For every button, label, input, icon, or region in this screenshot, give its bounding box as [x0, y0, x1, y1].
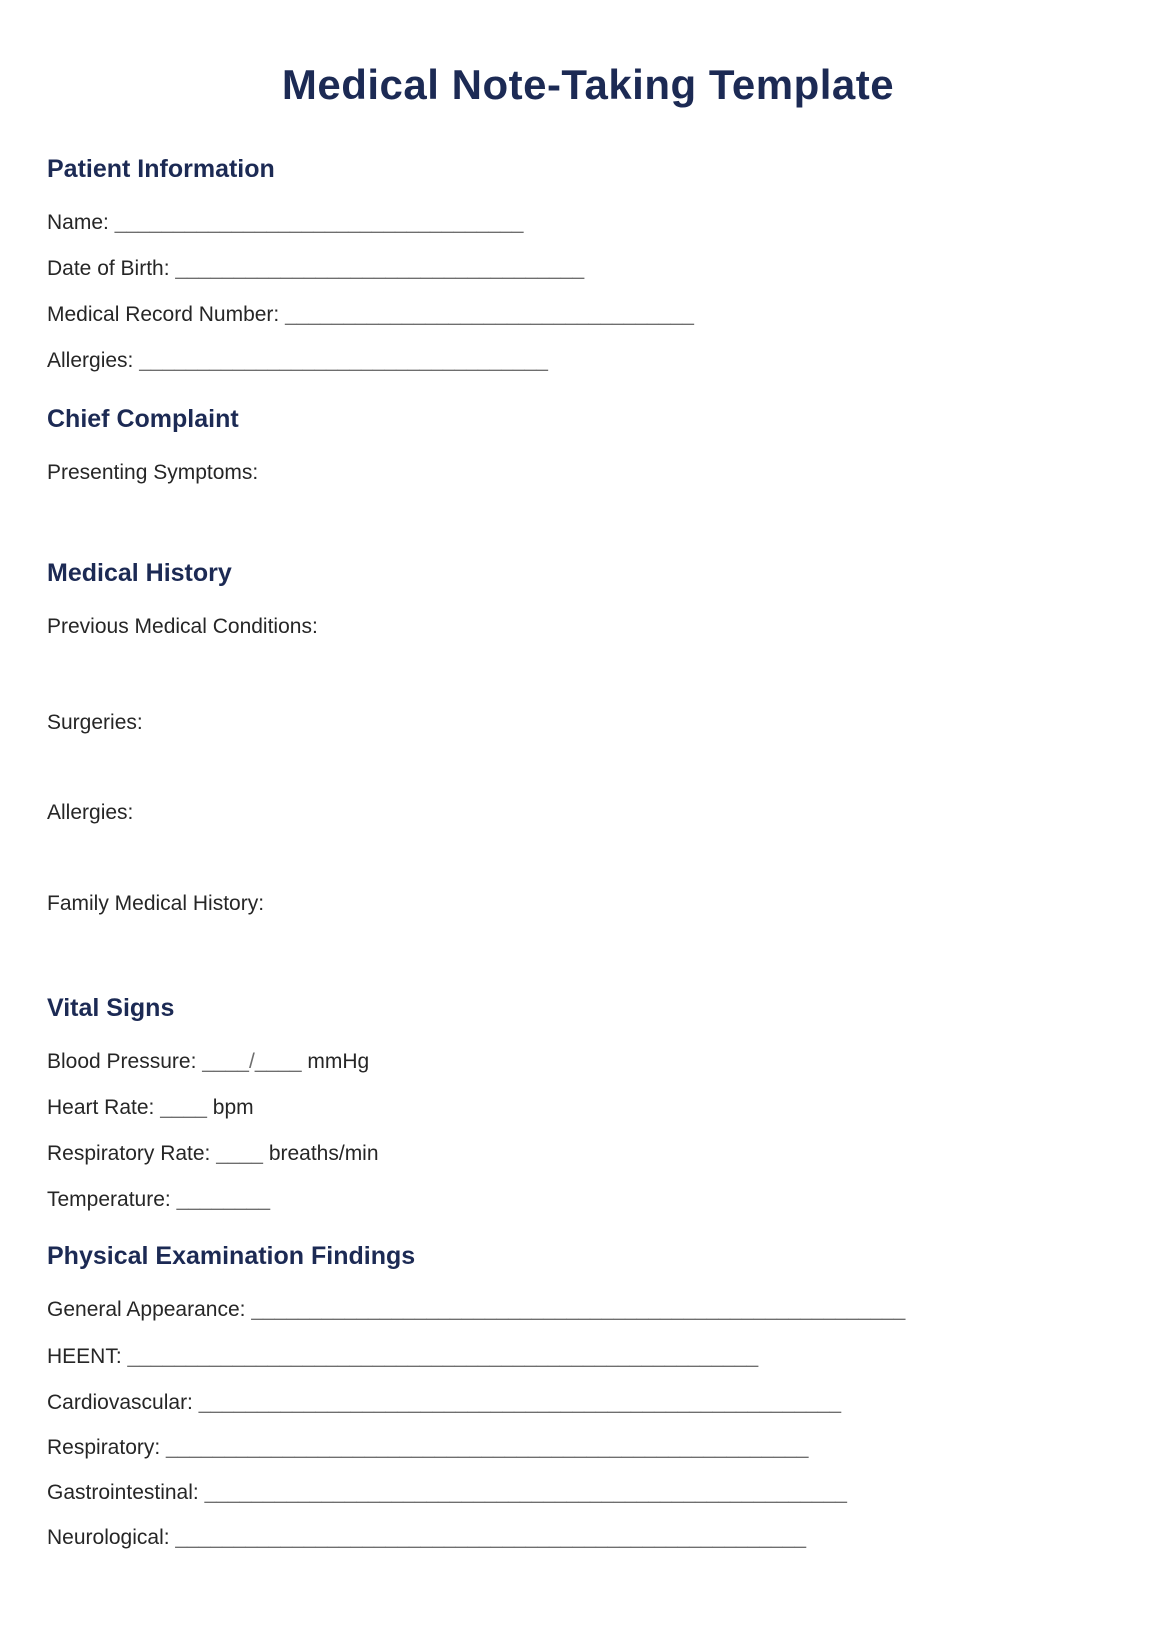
field-label: Respiratory Rate: — [47, 1142, 211, 1165]
field-label: Temperature: — [47, 1188, 171, 1211]
field-row-surgeries — [47, 710, 1129, 736]
field-row-family-medical-history — [47, 891, 1129, 917]
field-label: Date of Birth: — [47, 257, 170, 280]
blank-line: _______________________________________________________ — [166, 1436, 809, 1459]
heading-medical-history: Medical History — [47, 559, 232, 587]
field-row-presenting-symptoms — [47, 460, 1129, 486]
field-label: Allergies: — [47, 801, 134, 824]
field-row-neurological — [47, 1525, 1129, 1551]
field-label: Presenting Symptoms: — [47, 461, 259, 484]
field-row-blood-pressure — [47, 1049, 1129, 1075]
blank-line: _______________________________________________________ — [204, 1481, 847, 1504]
heading-patient-information: Patient Information — [47, 155, 275, 183]
field-label: Surgeries: — [47, 711, 143, 734]
field-label: Medical Record Number: — [47, 303, 280, 326]
blank-value: ____/____ — [202, 1050, 302, 1073]
field-label: Name: — [47, 211, 109, 234]
field-label: Respiratory: — [47, 1436, 161, 1459]
section-physical-examination — [47, 1241, 1129, 1551]
field-label: General Appearance: — [47, 1298, 246, 1321]
blank-value: ____ — [216, 1142, 263, 1165]
field-label: Previous Medical Conditions: — [47, 615, 318, 638]
field-unit: breaths/min — [268, 1142, 379, 1165]
field-row-respiratory-rate — [47, 1141, 1129, 1167]
field-row-previous-medical-conditions — [47, 614, 1129, 640]
blank-line: ___________________________________ — [175, 257, 585, 280]
field-row-cardiovascular — [47, 1390, 1129, 1416]
blank-line: ______________________________________________________ — [175, 1526, 807, 1549]
blank-line: _______________________________________________________ — [198, 1391, 842, 1414]
field-row-name — [47, 210, 1129, 236]
heading-physical-examination-findings: Physical Examination Findings — [47, 1242, 416, 1270]
field-row-heart-rate — [47, 1095, 1129, 1121]
field-row-allergies-history — [47, 800, 1129, 826]
field-label: Family Medical History: — [47, 892, 265, 915]
field-label: Allergies: — [47, 349, 134, 372]
field-row-date-of-birth — [47, 256, 1129, 282]
field-label: Blood Pressure: — [47, 1050, 197, 1073]
section-patient-information — [47, 154, 1129, 374]
field-row-heent — [47, 1344, 1129, 1370]
field-row-respiratory — [47, 1435, 1129, 1461]
field-row-allergies — [47, 348, 1129, 374]
field-label: Cardiovascular: — [47, 1391, 193, 1414]
blank-line: ___________________________________ — [114, 211, 524, 234]
blank-value: ________ — [176, 1188, 271, 1211]
page-title: Medical Note-Taking Template — [281, 61, 895, 108]
section-vital-signs — [47, 993, 1129, 1213]
blank-line: ___________________________________ — [285, 303, 694, 326]
blank-line: ______________________________________________________ — [127, 1345, 759, 1368]
field-row-general-appearance — [47, 1297, 1129, 1323]
field-unit: bpm — [212, 1096, 254, 1119]
heading-vital-signs: Vital Signs — [47, 994, 175, 1022]
blank-line: ___________________________________ — [139, 349, 548, 372]
blank-line: ________________________________________________________ — [251, 1298, 906, 1321]
section-medical-history — [47, 558, 1129, 917]
field-label: Heart Rate: — [47, 1096, 155, 1119]
field-label: HEENT: — [47, 1345, 122, 1368]
field-label: Gastrointestinal: — [47, 1481, 199, 1504]
field-row-gastrointestinal — [47, 1480, 1129, 1506]
field-row-medical-record-number — [47, 302, 1129, 328]
heading-chief-complaint: Chief Complaint — [47, 405, 239, 433]
section-chief-complaint — [47, 404, 1129, 486]
field-row-temperature — [47, 1187, 1129, 1213]
blank-value: ____ — [160, 1096, 207, 1119]
field-label: Neurological: — [47, 1526, 170, 1549]
field-unit: mmHg — [307, 1050, 370, 1073]
